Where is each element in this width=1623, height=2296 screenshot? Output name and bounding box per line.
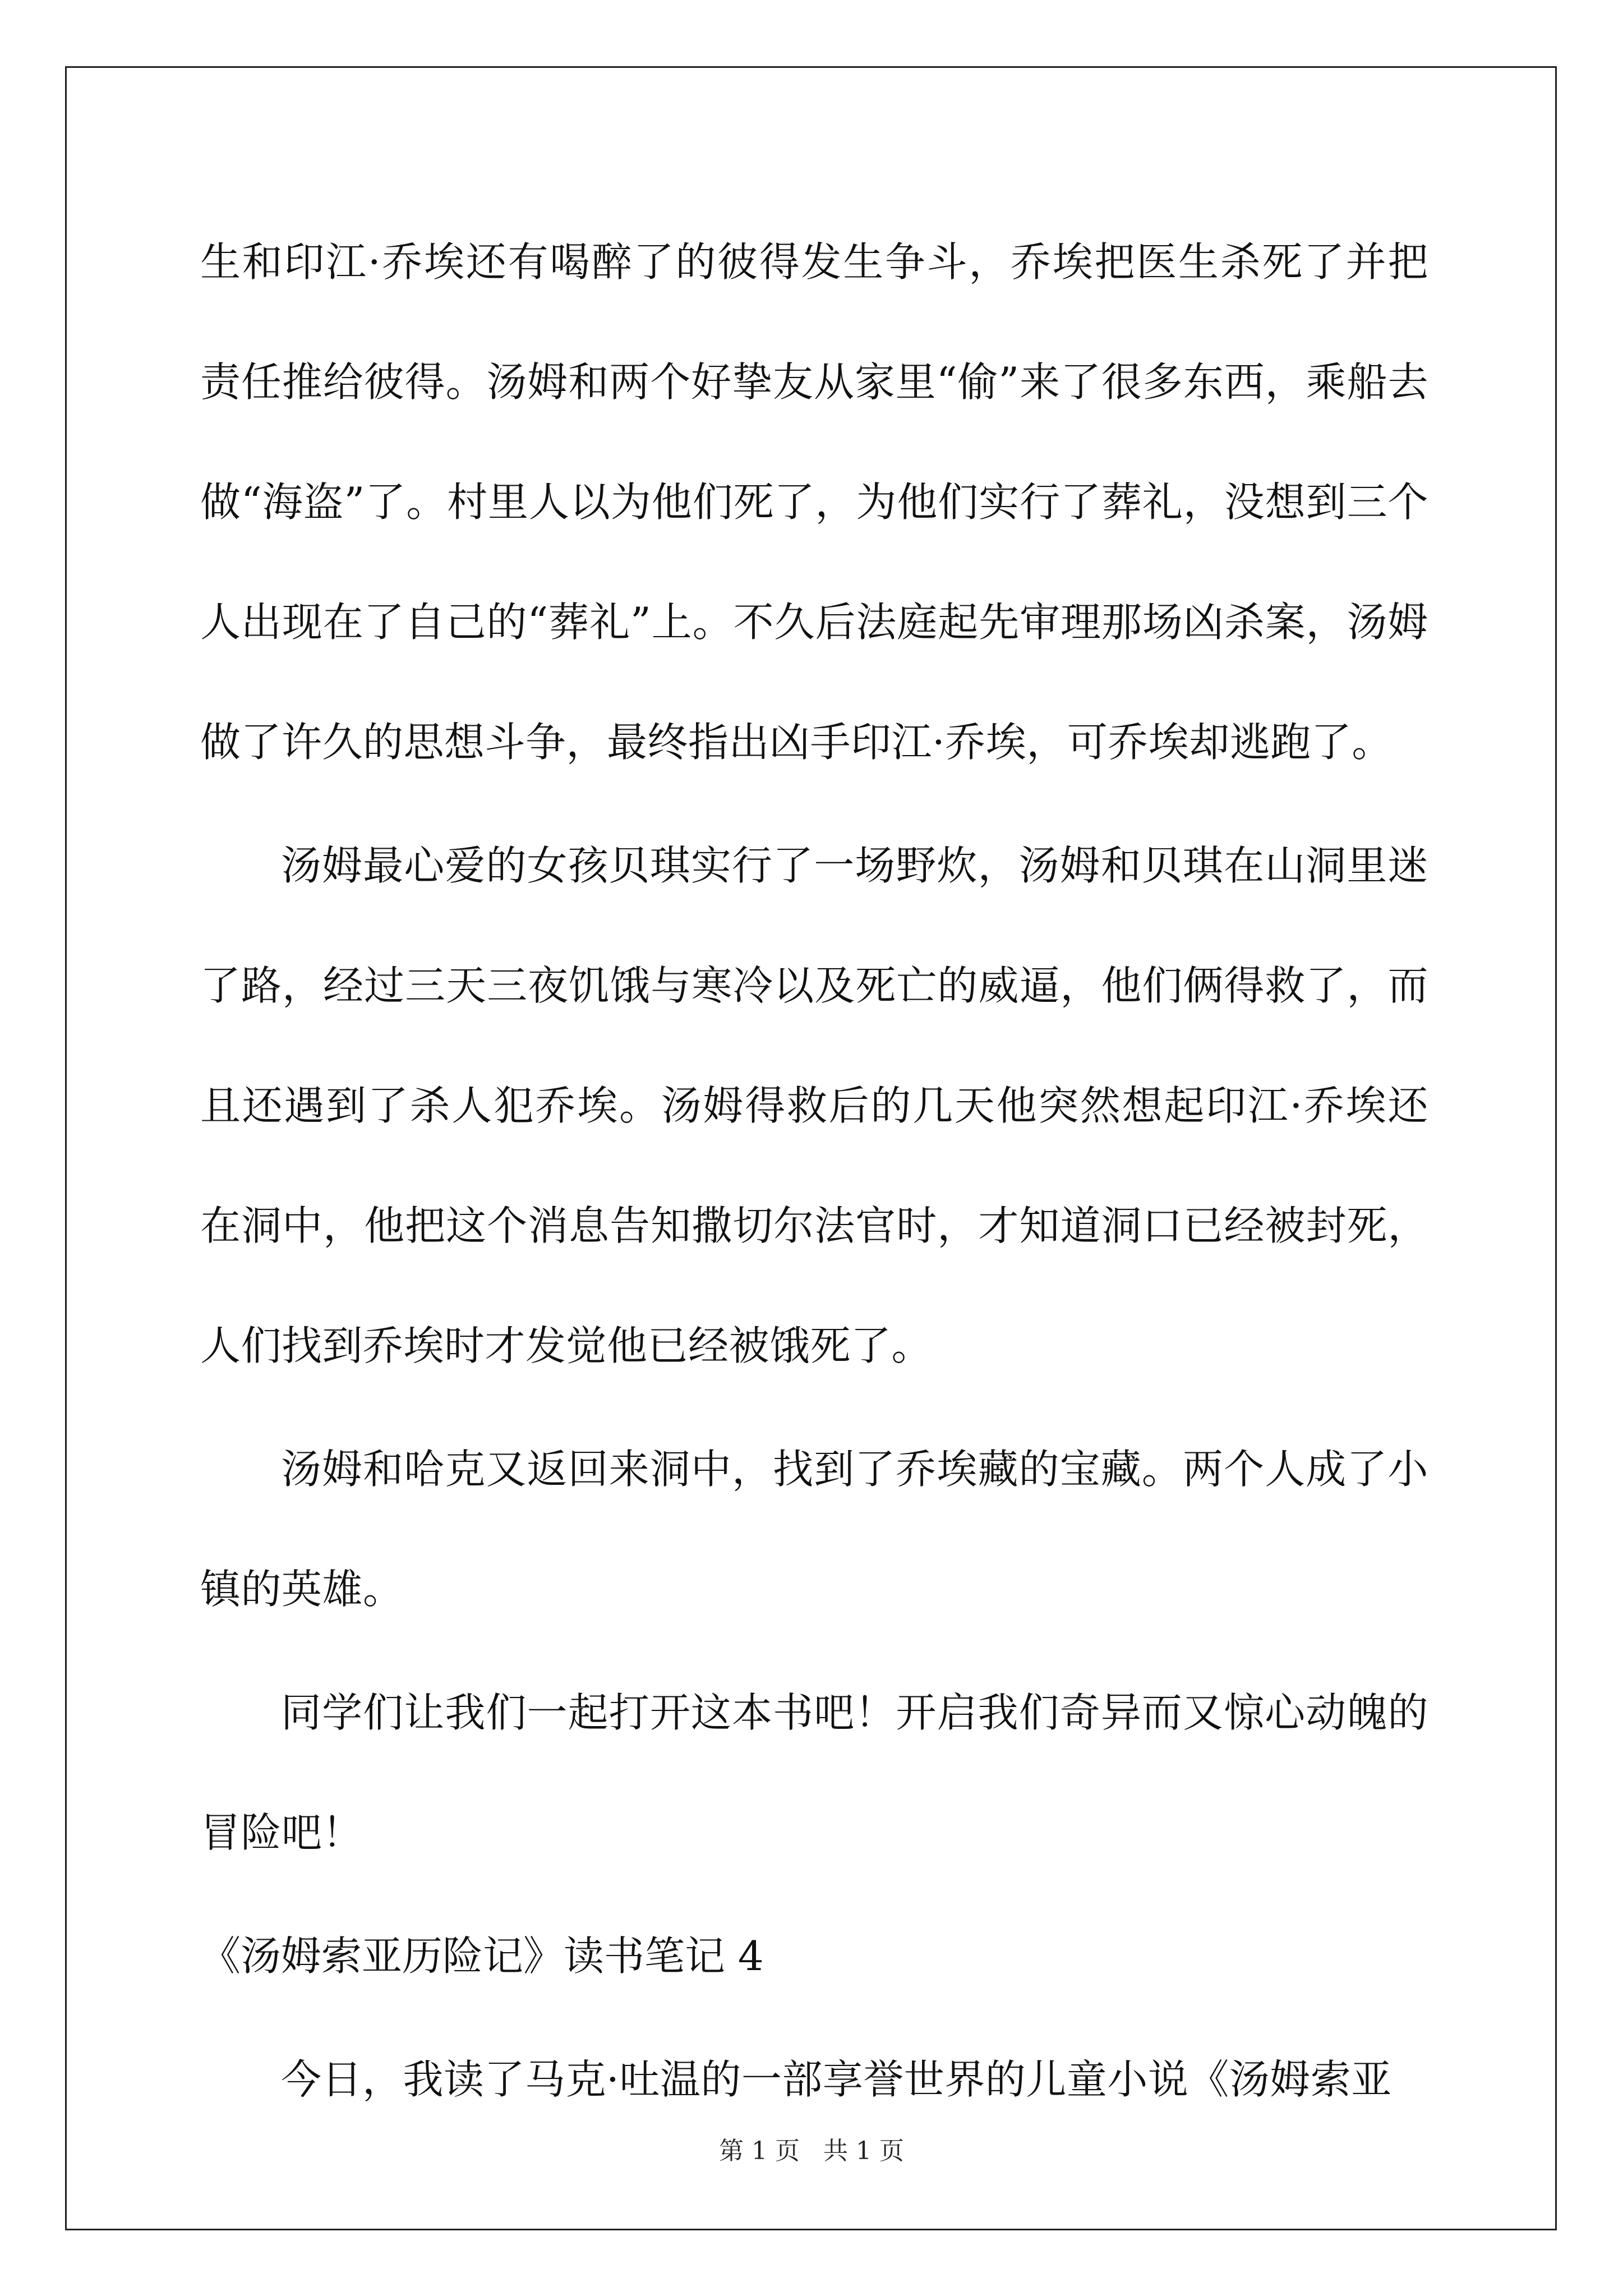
paragraph-4: 同学们让我们一起打开这本书吧！开启我们奇异而又惊心动魄的冒险吧！ bbox=[200, 1689, 1428, 1856]
paragraph-5: 今日，我读了马克·吐温的一部享誉世界的儿童小说《汤姆索亚 bbox=[281, 2056, 1392, 2103]
paragraph-2: 汤姆最心爱的女孩贝琪实行了一场野炊，汤姆和贝琪在山洞里迷了路，经过三天三夜饥饿与寒冷以及死亡的威逼，他们俩得救了，而且还遇到了杀人犯乔埃。汤姆得救后的几天他突然想起印江·乔埃还在洞中，他把这个消息告知撒切尔法官时，才知道洞口已经被封死，人们找到乔埃时才发觉他已经被饿死了。 bbox=[200, 842, 1428, 1369]
page-footer: 第 1 页 共 1 页 bbox=[719, 2137, 904, 2165]
paragraph-1: 生和印江·乔埃还有喝醉了的彼得发生争斗，乔埃把医生杀死了并把责任推给彼得。汤姆和两个好挚友从家里“偷”来了很多东西，乘船去做“海盗”了。村里人以为他们死了，为他们实行了葬礼，没想到三个人出现在了自己的“葬礼”上。不久后法庭起先审理那场凶杀案，汤姆做了许久的思想斗争，最终指出凶手印江·乔埃，可乔埃却逃跑了。 bbox=[200, 238, 1428, 766]
paragraph-3: 汤姆和哈克又返回来洞中，找到了乔埃藏的宝藏。两个人成了小镇的英雄。 bbox=[200, 1446, 1428, 1613]
section-title: 《汤姆索亚历险记》读书笔记 4 bbox=[200, 1932, 764, 1980]
document-body bbox=[200, 202, 1428, 2143]
